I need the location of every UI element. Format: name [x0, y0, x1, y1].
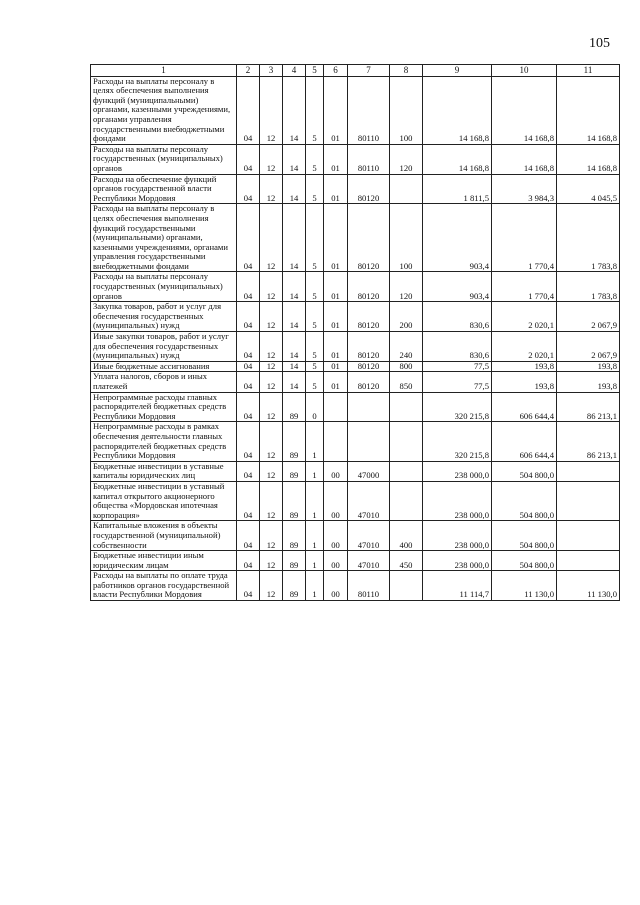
expense-type-code: 100 — [390, 204, 423, 272]
amount-year2: 193,8 — [492, 361, 557, 372]
expense-type-code — [390, 481, 423, 520]
section-code: 04 — [237, 361, 260, 372]
section-code: 04 — [237, 551, 260, 571]
table-row — [91, 332, 620, 362]
subsection-code: 12 — [260, 392, 283, 422]
budget-table — [90, 64, 620, 601]
direction-code: 80120 — [348, 272, 390, 302]
program-code: 89 — [283, 392, 306, 422]
amount-year3: 1 783,8 — [557, 204, 620, 272]
direction-code: 80120 — [348, 332, 390, 362]
amount-year1: 14 168,8 — [423, 76, 492, 144]
amount-year2: 11 130,0 — [492, 571, 557, 601]
subprogram-code: 1 — [306, 521, 324, 551]
program-code: 89 — [283, 481, 306, 520]
measure-code: 01 — [324, 272, 348, 302]
direction-code: 47000 — [348, 461, 390, 481]
program-code: 14 — [283, 332, 306, 362]
expense-type-code: 120 — [390, 144, 423, 174]
subsection-code: 12 — [260, 144, 283, 174]
section-code: 04 — [237, 372, 260, 392]
item-name: Расходы на обеспечение функций органов государственной власти Республики Мордовия — [91, 174, 237, 204]
program-code: 89 — [283, 422, 306, 461]
item-name: Расходы на выплаты персоналу в целях обеспечения выполнения функций (муниципальными) органами, казенными учреждениями, органами управления государственными внебюджетными фондами — [91, 76, 237, 144]
subsection-code: 12 — [260, 361, 283, 372]
expense-type-code — [390, 571, 423, 601]
direction-code — [348, 392, 390, 422]
expense-type-code: 400 — [390, 521, 423, 551]
program-code: 89 — [283, 571, 306, 601]
measure-code: 00 — [324, 461, 348, 481]
expense-type-code: 800 — [390, 361, 423, 372]
amount-year3: 1 783,8 — [557, 272, 620, 302]
direction-code: 47010 — [348, 521, 390, 551]
amount-year1: 77,5 — [423, 372, 492, 392]
amount-year2: 504 800,0 — [492, 551, 557, 571]
direction-code: 47010 — [348, 551, 390, 571]
item-name: Иные закупки товаров, работ и услуг для обеспечения государственных (муниципальных) нужд — [91, 332, 237, 362]
item-name: Бюджетные инвестиции иным юридическим лицам — [91, 551, 237, 571]
subprogram-code: 5 — [306, 302, 324, 332]
subprogram-code: 1 — [306, 551, 324, 571]
expense-type-code: 240 — [390, 332, 423, 362]
table-row — [91, 204, 620, 272]
amount-year1: 238 000,0 — [423, 521, 492, 551]
item-name: Непрограммные расходы в рамках обеспечения деятельности главных распорядителей бюджетных средств Республики Мордовия — [91, 422, 237, 461]
measure-code: 01 — [324, 332, 348, 362]
subprogram-code: 5 — [306, 204, 324, 272]
program-code: 14 — [283, 76, 306, 144]
column-header-6: 6 — [324, 65, 348, 77]
amount-year2: 14 168,8 — [492, 144, 557, 174]
program-code: 14 — [283, 272, 306, 302]
amount-year1: 238 000,0 — [423, 481, 492, 520]
subprogram-code: 5 — [306, 174, 324, 204]
measure-code: 00 — [324, 481, 348, 520]
expense-type-code: 100 — [390, 76, 423, 144]
section-code: 04 — [237, 571, 260, 601]
amount-year1: 320 215,8 — [423, 422, 492, 461]
measure-code: 01 — [324, 76, 348, 144]
amount-year3: 2 067,9 — [557, 332, 620, 362]
section-code: 04 — [237, 302, 260, 332]
measure-code: 01 — [324, 361, 348, 372]
measure-code — [324, 392, 348, 422]
table-row — [91, 551, 620, 571]
amount-year2: 606 644,4 — [492, 392, 557, 422]
amount-year2: 14 168,8 — [492, 76, 557, 144]
program-code: 14 — [283, 302, 306, 332]
direction-code: 80120 — [348, 174, 390, 204]
amount-year3 — [557, 461, 620, 481]
program-code: 14 — [283, 204, 306, 272]
measure-code: 00 — [324, 551, 348, 571]
subsection-code: 12 — [260, 461, 283, 481]
expense-type-code — [390, 422, 423, 461]
amount-year2: 504 800,0 — [492, 461, 557, 481]
subsection-code: 12 — [260, 76, 283, 144]
amount-year1: 830,6 — [423, 332, 492, 362]
column-header-10: 10 — [492, 65, 557, 77]
subsection-code: 12 — [260, 174, 283, 204]
measure-code: 01 — [324, 144, 348, 174]
amount-year1: 903,4 — [423, 272, 492, 302]
column-header-7: 7 — [348, 65, 390, 77]
amount-year3: 193,8 — [557, 372, 620, 392]
amount-year2: 2 020,1 — [492, 302, 557, 332]
measure-code: 01 — [324, 204, 348, 272]
amount-year2: 504 800,0 — [492, 481, 557, 520]
direction-code: 80120 — [348, 204, 390, 272]
amount-year2: 2 020,1 — [492, 332, 557, 362]
item-name: Расходы на выплаты персоналу государственных (муниципальных) органов — [91, 144, 237, 174]
table-row — [91, 571, 620, 601]
table-row — [91, 174, 620, 204]
amount-year3: 14 168,8 — [557, 76, 620, 144]
amount-year1: 1 811,5 — [423, 174, 492, 204]
item-name: Расходы на выплаты по оплате труда работников органов государственной власти Республики Мордовия — [91, 571, 237, 601]
table-row — [91, 392, 620, 422]
subsection-code: 12 — [260, 272, 283, 302]
table-row — [91, 76, 620, 144]
section-code: 04 — [237, 204, 260, 272]
subprogram-code: 5 — [306, 361, 324, 372]
subsection-code: 12 — [260, 422, 283, 461]
section-code: 04 — [237, 76, 260, 144]
program-code: 14 — [283, 144, 306, 174]
amount-year3 — [557, 481, 620, 520]
table-row — [91, 461, 620, 481]
table-row — [91, 422, 620, 461]
program-code: 14 — [283, 372, 306, 392]
section-code: 04 — [237, 481, 260, 520]
direction-code: 80120 — [348, 361, 390, 372]
column-header-1: 1 — [91, 65, 237, 77]
program-code: 89 — [283, 521, 306, 551]
direction-code: 80110 — [348, 76, 390, 144]
table-row — [91, 272, 620, 302]
subprogram-code: 1 — [306, 461, 324, 481]
amount-year1: 903,4 — [423, 204, 492, 272]
item-name: Бюджетные инвестиции в уставные капиталы юридических лиц — [91, 461, 237, 481]
item-name: Закупка товаров, работ и услуг для обеспечения государственных (муниципальных) нужд — [91, 302, 237, 332]
amount-year2: 1 770,4 — [492, 204, 557, 272]
subprogram-code: 5 — [306, 144, 324, 174]
subprogram-code: 0 — [306, 392, 324, 422]
subprogram-code: 1 — [306, 571, 324, 601]
item-name: Уплата налогов, сборов и иных платежей — [91, 372, 237, 392]
item-name: Расходы на выплаты персоналу в целях обеспечения выполнения функций государственными (муниципальными) органами, казенными учреждениями, органами управления государственными внебюджетными фондами — [91, 204, 237, 272]
subsection-code: 12 — [260, 204, 283, 272]
amount-year2: 3 984,3 — [492, 174, 557, 204]
subsection-code: 12 — [260, 372, 283, 392]
section-code: 04 — [237, 174, 260, 204]
program-code: 89 — [283, 461, 306, 481]
expense-type-code: 120 — [390, 272, 423, 302]
subsection-code: 12 — [260, 302, 283, 332]
column-header-2: 2 — [237, 65, 260, 77]
column-header-3: 3 — [260, 65, 283, 77]
item-name: Иные бюджетные ассигнования — [91, 361, 237, 372]
direction-code: 80120 — [348, 372, 390, 392]
amount-year1: 320 215,8 — [423, 392, 492, 422]
column-header-5: 5 — [306, 65, 324, 77]
amount-year1: 14 168,8 — [423, 144, 492, 174]
subsection-code: 12 — [260, 521, 283, 551]
table-row — [91, 361, 620, 372]
amount-year3: 11 130,0 — [557, 571, 620, 601]
amount-year2: 504 800,0 — [492, 521, 557, 551]
amount-year2: 193,8 — [492, 372, 557, 392]
amount-year2: 1 770,4 — [492, 272, 557, 302]
table-row — [91, 481, 620, 520]
subprogram-code: 1 — [306, 422, 324, 461]
expense-type-code — [390, 174, 423, 204]
subprogram-code: 5 — [306, 332, 324, 362]
subprogram-code: 5 — [306, 76, 324, 144]
expense-type-code: 450 — [390, 551, 423, 571]
page-number: 105 — [589, 36, 610, 51]
item-name: Непрограммные расходы главных распорядителей бюджетных средств Республики Мордовия — [91, 392, 237, 422]
amount-year3: 193,8 — [557, 361, 620, 372]
expense-type-code — [390, 461, 423, 481]
measure-code: 01 — [324, 174, 348, 204]
program-code: 14 — [283, 174, 306, 204]
expense-type-code — [390, 392, 423, 422]
amount-year3 — [557, 551, 620, 571]
table-row — [91, 521, 620, 551]
direction-code: 80120 — [348, 302, 390, 332]
subprogram-code: 5 — [306, 372, 324, 392]
subsection-code: 12 — [260, 332, 283, 362]
amount-year2: 606 644,4 — [492, 422, 557, 461]
section-code: 04 — [237, 461, 260, 481]
measure-code: 00 — [324, 571, 348, 601]
table-row — [91, 302, 620, 332]
column-header-9: 9 — [423, 65, 492, 77]
section-code: 04 — [237, 144, 260, 174]
section-code: 04 — [237, 392, 260, 422]
amount-year3: 86 213,1 — [557, 422, 620, 461]
amount-year3 — [557, 521, 620, 551]
amount-year3: 2 067,9 — [557, 302, 620, 332]
section-code: 04 — [237, 272, 260, 302]
section-code: 04 — [237, 521, 260, 551]
measure-code: 00 — [324, 521, 348, 551]
column-header-8: 8 — [390, 65, 423, 77]
section-code: 04 — [237, 332, 260, 362]
direction-code: 47010 — [348, 481, 390, 520]
measure-code: 01 — [324, 302, 348, 332]
subprogram-code: 5 — [306, 272, 324, 302]
amount-year3: 86 213,1 — [557, 392, 620, 422]
amount-year3: 4 045,5 — [557, 174, 620, 204]
expense-type-code: 200 — [390, 302, 423, 332]
measure-code — [324, 422, 348, 461]
column-header-4: 4 — [283, 65, 306, 77]
item-name: Расходы на выплаты персоналу государственных (муниципальных) органов — [91, 272, 237, 302]
expense-type-code: 850 — [390, 372, 423, 392]
table-row — [91, 144, 620, 174]
direction-code — [348, 422, 390, 461]
amount-year1: 238 000,0 — [423, 551, 492, 571]
program-code: 14 — [283, 361, 306, 372]
subsection-code: 12 — [260, 571, 283, 601]
table-row — [91, 372, 620, 392]
amount-year1: 238 000,0 — [423, 461, 492, 481]
program-code: 89 — [283, 551, 306, 571]
amount-year1: 11 114,7 — [423, 571, 492, 601]
amount-year3: 14 168,8 — [557, 144, 620, 174]
subprogram-code: 1 — [306, 481, 324, 520]
item-name: Бюджетные инвестиции в уставный капитал открытого акционерного общества «Мордовская ипотечная корпорация» — [91, 481, 237, 520]
item-name: Капитальные вложения в объекты государственной (муниципальной) собственности — [91, 521, 237, 551]
header-row — [91, 65, 620, 77]
subsection-code: 12 — [260, 551, 283, 571]
section-code: 04 — [237, 422, 260, 461]
direction-code: 80110 — [348, 571, 390, 601]
column-header-11: 11 — [557, 65, 620, 77]
amount-year1: 830,6 — [423, 302, 492, 332]
measure-code: 01 — [324, 372, 348, 392]
direction-code: 80110 — [348, 144, 390, 174]
table-body — [91, 76, 620, 600]
subsection-code: 12 — [260, 481, 283, 520]
amount-year1: 77,5 — [423, 361, 492, 372]
